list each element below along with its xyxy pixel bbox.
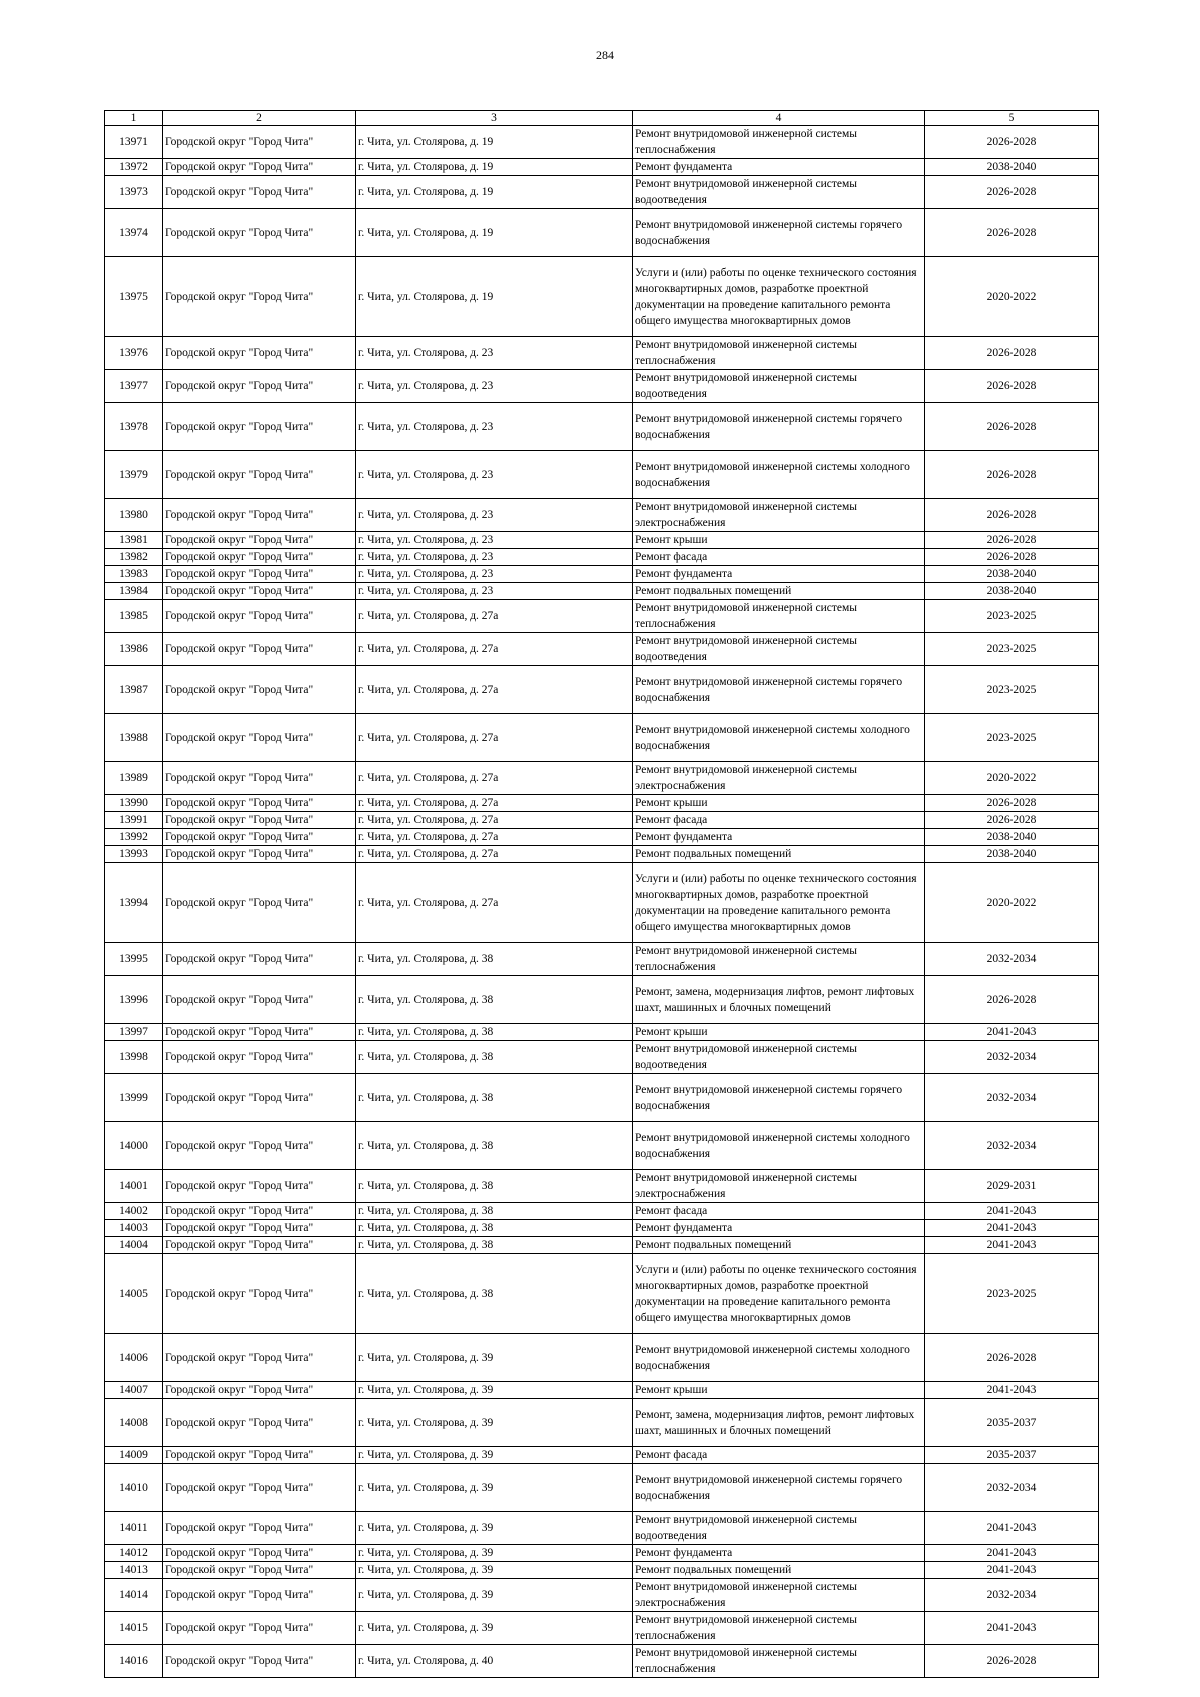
row-number: 13985 (105, 600, 163, 633)
row-number: 14009 (105, 1447, 163, 1464)
row-number: 14003 (105, 1220, 163, 1237)
work-type-cell: Ремонт фасада (633, 1203, 925, 1220)
row-number: 13994 (105, 863, 163, 943)
period-cell: 2038-2040 (925, 583, 1099, 600)
address-cell: г. Чита, ул. Столярова, д. 38 (356, 1122, 633, 1170)
row-number: 13993 (105, 846, 163, 863)
address-cell: г. Чита, ул. Столярова, д. 38 (356, 1254, 633, 1334)
address-cell: г. Чита, ул. Столярова, д. 19 (356, 209, 633, 257)
table-row (105, 1612, 1099, 1645)
work-type-cell: Ремонт внутридомовой инженерной системы холодного водоснабжения (633, 1334, 925, 1382)
address-cell: г. Чита, ул. Столярова, д. 27а (356, 666, 633, 714)
period-cell: 2023-2025 (925, 714, 1099, 762)
municipality-cell: Городской округ "Город Чита" (163, 1645, 356, 1678)
address-cell: г. Чита, ул. Столярова, д. 38 (356, 943, 633, 976)
work-type-cell: Ремонт фасада (633, 812, 925, 829)
municipality-cell: Городской округ "Город Чита" (163, 451, 356, 499)
row-number: 13981 (105, 532, 163, 549)
period-cell: 2041-2043 (925, 1545, 1099, 1562)
municipality-cell: Городской округ "Город Чита" (163, 337, 356, 370)
row-number: 14014 (105, 1579, 163, 1612)
period-cell: 2026-2028 (925, 209, 1099, 257)
table-row (105, 846, 1099, 863)
work-type-cell: Ремонт подвальных помещений (633, 846, 925, 863)
table-row (105, 1545, 1099, 1562)
address-cell: г. Чита, ул. Столярова, д. 39 (356, 1579, 633, 1612)
period-cell: 2026-2028 (925, 532, 1099, 549)
period-cell: 2026-2028 (925, 812, 1099, 829)
address-cell: г. Чита, ул. Столярова, д. 27а (356, 633, 633, 666)
work-type-cell: Ремонт фундамента (633, 1545, 925, 1562)
work-type-cell: Ремонт фундамента (633, 1220, 925, 1237)
period-cell: 2029-2031 (925, 1170, 1099, 1203)
municipality-cell: Городской округ "Город Чита" (163, 499, 356, 532)
repair-schedule-table (104, 110, 1099, 1678)
table-row (105, 1254, 1099, 1334)
table-row (105, 566, 1099, 583)
address-cell: г. Чита, ул. Столярова, д. 23 (356, 370, 633, 403)
table-row (105, 1645, 1099, 1678)
address-cell: г. Чита, ул. Столярова, д. 38 (356, 1041, 633, 1074)
address-cell: г. Чита, ул. Столярова, д. 23 (356, 566, 633, 583)
table-row (105, 812, 1099, 829)
period-cell: 2041-2043 (925, 1382, 1099, 1399)
table-row (105, 1334, 1099, 1382)
municipality-cell: Городской округ "Город Чита" (163, 600, 356, 633)
row-number: 13999 (105, 1074, 163, 1122)
table-row (105, 549, 1099, 566)
period-cell: 2026-2028 (925, 549, 1099, 566)
row-number: 14012 (105, 1545, 163, 1562)
table-row (105, 370, 1099, 403)
period-cell: 2041-2043 (925, 1024, 1099, 1041)
row-number: 13973 (105, 176, 163, 209)
column-header: 4 (633, 111, 925, 126)
row-number: 13988 (105, 714, 163, 762)
municipality-cell: Городской округ "Город Чита" (163, 846, 356, 863)
table-row (105, 583, 1099, 600)
header-row (105, 111, 1099, 126)
address-cell: г. Чита, ул. Столярова, д. 19 (356, 257, 633, 337)
table-row (105, 1024, 1099, 1041)
work-type-cell: Ремонт внутридомовой инженерной системы холодного водоснабжения (633, 1122, 925, 1170)
work-type-cell: Ремонт внутридомовой инженерной системы теплоснабжения (633, 126, 925, 159)
table-row (105, 666, 1099, 714)
work-type-cell: Ремонт внутридомовой инженерной системы водоотведения (633, 1512, 925, 1545)
row-number: 13996 (105, 976, 163, 1024)
municipality-cell: Городской округ "Город Чита" (163, 1237, 356, 1254)
row-number: 13972 (105, 159, 163, 176)
row-number: 14006 (105, 1334, 163, 1382)
work-type-cell: Ремонт внутридомовой инженерной системы электроснабжения (633, 1579, 925, 1612)
row-number: 13989 (105, 762, 163, 795)
period-cell: 2026-2028 (925, 337, 1099, 370)
address-cell: г. Чита, ул. Столярова, д. 27а (356, 846, 633, 863)
period-cell: 2026-2028 (925, 126, 1099, 159)
period-cell: 2041-2043 (925, 1612, 1099, 1645)
address-cell: г. Чита, ул. Столярова, д. 27а (356, 714, 633, 762)
work-type-cell: Ремонт, замена, модернизация лифтов, ремонт лифтовых шахт, машинных и блочных помещений (633, 976, 925, 1024)
row-number: 13995 (105, 943, 163, 976)
column-header: 2 (163, 111, 356, 126)
table-row (105, 1220, 1099, 1237)
table-row (105, 159, 1099, 176)
work-type-cell: Ремонт фундамента (633, 159, 925, 176)
address-cell: г. Чита, ул. Столярова, д. 19 (356, 126, 633, 159)
work-type-cell: Ремонт внутридомовой инженерной системы холодного водоснабжения (633, 714, 925, 762)
work-type-cell: Ремонт подвальных помещений (633, 1562, 925, 1579)
address-cell: г. Чита, ул. Столярова, д. 39 (356, 1382, 633, 1399)
period-cell: 2023-2025 (925, 600, 1099, 633)
table-row (105, 1579, 1099, 1612)
municipality-cell: Городской округ "Город Чита" (163, 633, 356, 666)
period-cell: 2026-2028 (925, 451, 1099, 499)
municipality-cell: Городской округ "Город Чита" (163, 714, 356, 762)
address-cell: г. Чита, ул. Столярова, д. 38 (356, 1237, 633, 1254)
column-header: 3 (356, 111, 633, 126)
municipality-cell: Городской округ "Город Чита" (163, 1254, 356, 1334)
address-cell: г. Чита, ул. Столярова, д. 23 (356, 499, 633, 532)
table-row (105, 209, 1099, 257)
row-number: 13971 (105, 126, 163, 159)
row-number: 13987 (105, 666, 163, 714)
table-row (105, 1512, 1099, 1545)
row-number: 13980 (105, 499, 163, 532)
row-number: 14010 (105, 1464, 163, 1512)
period-cell: 2026-2028 (925, 1645, 1099, 1678)
work-type-cell: Ремонт крыши (633, 1382, 925, 1399)
address-cell: г. Чита, ул. Столярова, д. 27а (356, 600, 633, 633)
table-row (105, 1464, 1099, 1512)
row-number: 13984 (105, 583, 163, 600)
table-row (105, 337, 1099, 370)
municipality-cell: Городской округ "Город Чита" (163, 549, 356, 566)
municipality-cell: Городской округ "Город Чита" (163, 1512, 356, 1545)
municipality-cell: Городской округ "Город Чита" (163, 159, 356, 176)
address-cell: г. Чита, ул. Столярова, д. 39 (356, 1562, 633, 1579)
municipality-cell: Городской округ "Город Чита" (163, 1122, 356, 1170)
table-row (105, 1074, 1099, 1122)
municipality-cell: Городской округ "Город Чита" (163, 583, 356, 600)
period-cell: 2038-2040 (925, 566, 1099, 583)
municipality-cell: Городской округ "Город Чита" (163, 666, 356, 714)
municipality-cell: Городской округ "Город Чита" (163, 1464, 356, 1512)
work-type-cell: Ремонт внутридомовой инженерной системы холодного водоснабжения (633, 451, 925, 499)
work-type-cell: Ремонт подвальных помещений (633, 583, 925, 600)
work-type-cell: Ремонт внутридомовой инженерной системы теплоснабжения (633, 1612, 925, 1645)
period-cell: 2038-2040 (925, 846, 1099, 863)
work-type-cell: Услуги и (или) работы по оценке технического состояния многоквартирных домов, разработке проектной документации на проведение капитального ремонта общего имущества многоквартирных домов (633, 863, 925, 943)
table-row (105, 829, 1099, 846)
municipality-cell: Городской округ "Город Чита" (163, 812, 356, 829)
period-cell: 2041-2043 (925, 1220, 1099, 1237)
row-number: 13974 (105, 209, 163, 257)
table-row (105, 126, 1099, 159)
period-cell: 2026-2028 (925, 370, 1099, 403)
table-row (105, 257, 1099, 337)
table-row (105, 1562, 1099, 1579)
period-cell: 2032-2034 (925, 1041, 1099, 1074)
work-type-cell: Ремонт внутридомовой инженерной системы теплоснабжения (633, 943, 925, 976)
address-cell: г. Чита, ул. Столярова, д. 27а (356, 812, 633, 829)
table-row (105, 1382, 1099, 1399)
municipality-cell: Городской округ "Город Чита" (163, 863, 356, 943)
address-cell: г. Чита, ул. Столярова, д. 27а (356, 829, 633, 846)
table-row (105, 176, 1099, 209)
municipality-cell: Городской округ "Город Чита" (163, 209, 356, 257)
address-cell: г. Чита, ул. Столярова, д. 39 (356, 1447, 633, 1464)
page-number: 284 (596, 48, 614, 62)
work-type-cell: Ремонт крыши (633, 1024, 925, 1041)
address-cell: г. Чита, ул. Столярова, д. 19 (356, 159, 633, 176)
period-cell: 2035-2037 (925, 1399, 1099, 1447)
period-cell: 2023-2025 (925, 666, 1099, 714)
table-row (105, 714, 1099, 762)
municipality-cell: Городской округ "Город Чита" (163, 1334, 356, 1382)
table-row (105, 1041, 1099, 1074)
municipality-cell: Городской округ "Город Чита" (163, 1447, 356, 1464)
table-row (105, 762, 1099, 795)
work-type-cell: Ремонт внутридомовой инженерной системы электроснабжения (633, 1170, 925, 1203)
municipality-cell: Городской округ "Город Чита" (163, 126, 356, 159)
row-number: 14004 (105, 1237, 163, 1254)
period-cell: 2026-2028 (925, 403, 1099, 451)
municipality-cell: Городской округ "Город Чита" (163, 1170, 356, 1203)
work-type-cell: Ремонт внутридомовой инженерной системы горячего водоснабжения (633, 209, 925, 257)
row-number: 13977 (105, 370, 163, 403)
municipality-cell: Городской округ "Город Чита" (163, 176, 356, 209)
address-cell: г. Чита, ул. Столярова, д. 38 (356, 1203, 633, 1220)
work-type-cell: Ремонт подвальных помещений (633, 1237, 925, 1254)
work-type-cell: Ремонт внутридомовой инженерной системы горячего водоснабжения (633, 403, 925, 451)
address-cell: г. Чита, ул. Столярова, д. 38 (356, 1024, 633, 1041)
address-cell: г. Чита, ул. Столярова, д. 39 (356, 1612, 633, 1645)
municipality-cell: Городской округ "Город Чита" (163, 403, 356, 451)
period-cell: 2038-2040 (925, 159, 1099, 176)
work-type-cell: Ремонт внутридомовой инженерной системы теплоснабжения (633, 600, 925, 633)
work-type-cell: Ремонт внутридомовой инженерной системы горячего водоснабжения (633, 1464, 925, 1512)
period-cell: 2032-2034 (925, 1122, 1099, 1170)
table-row (105, 499, 1099, 532)
period-cell: 2020-2022 (925, 863, 1099, 943)
table-row (105, 943, 1099, 976)
address-cell: г. Чита, ул. Столярова, д. 23 (356, 583, 633, 600)
column-header: 5 (925, 111, 1099, 126)
row-number: 14000 (105, 1122, 163, 1170)
municipality-cell: Городской округ "Город Чита" (163, 1612, 356, 1645)
table-row (105, 633, 1099, 666)
work-type-cell: Ремонт внутридомовой инженерной системы водоотведения (633, 370, 925, 403)
address-cell: г. Чита, ул. Столярова, д. 39 (356, 1334, 633, 1382)
address-cell: г. Чита, ул. Столярова, д. 38 (356, 1074, 633, 1122)
period-cell: 2032-2034 (925, 1579, 1099, 1612)
row-number: 13997 (105, 1024, 163, 1041)
municipality-cell: Городской округ "Город Чита" (163, 829, 356, 846)
work-type-cell: Ремонт внутридомовой инженерной системы электроснабжения (633, 762, 925, 795)
municipality-cell: Городской округ "Город Чита" (163, 532, 356, 549)
row-number: 14001 (105, 1170, 163, 1203)
work-type-cell: Ремонт фундамента (633, 566, 925, 583)
period-cell: 2032-2034 (925, 943, 1099, 976)
address-cell: г. Чита, ул. Столярова, д. 39 (356, 1464, 633, 1512)
table-row (105, 1122, 1099, 1170)
row-number: 13991 (105, 812, 163, 829)
address-cell: г. Чита, ул. Столярова, д. 19 (356, 176, 633, 209)
address-cell: г. Чита, ул. Столярова, д. 23 (356, 549, 633, 566)
address-cell: г. Чита, ул. Столярова, д. 23 (356, 337, 633, 370)
row-number: 14015 (105, 1612, 163, 1645)
address-cell: г. Чита, ул. Столярова, д. 39 (356, 1512, 633, 1545)
municipality-cell: Городской округ "Город Чита" (163, 1203, 356, 1220)
row-number: 13986 (105, 633, 163, 666)
work-type-cell: Ремонт внутридомовой инженерной системы водоотведения (633, 176, 925, 209)
work-type-cell: Ремонт внутридомовой инженерной системы теплоснабжения (633, 337, 925, 370)
work-type-cell: Услуги и (или) работы по оценке технического состояния многоквартирных домов, разработке проектной документации на проведение капитального ремонта общего имущества многоквартирных домов (633, 1254, 925, 1334)
municipality-cell: Городской округ "Город Чита" (163, 1220, 356, 1237)
period-cell: 2041-2043 (925, 1237, 1099, 1254)
period-cell: 2023-2025 (925, 633, 1099, 666)
row-number: 14016 (105, 1645, 163, 1678)
column-header: 1 (105, 111, 163, 126)
address-cell: г. Чита, ул. Столярова, д. 38 (356, 1220, 633, 1237)
work-type-cell: Ремонт внутридомовой инженерной системы горячего водоснабжения (633, 1074, 925, 1122)
row-number: 13979 (105, 451, 163, 499)
work-type-cell: Ремонт внутридомовой инженерной системы электроснабжения (633, 499, 925, 532)
period-cell: 2020-2022 (925, 257, 1099, 337)
municipality-cell: Городской округ "Город Чита" (163, 257, 356, 337)
work-type-cell: Ремонт крыши (633, 532, 925, 549)
period-cell: 2026-2028 (925, 176, 1099, 209)
table-row (105, 1237, 1099, 1254)
period-cell: 2020-2022 (925, 762, 1099, 795)
period-cell: 2026-2028 (925, 976, 1099, 1024)
table-row (105, 976, 1099, 1024)
period-cell: 2035-2037 (925, 1447, 1099, 1464)
work-type-cell: Ремонт фасада (633, 1447, 925, 1464)
period-cell: 2026-2028 (925, 1334, 1099, 1382)
municipality-cell: Городской округ "Город Чита" (163, 795, 356, 812)
table-row (105, 1399, 1099, 1447)
municipality-cell: Городской округ "Город Чита" (163, 1382, 356, 1399)
municipality-cell: Городской округ "Город Чита" (163, 370, 356, 403)
address-cell: г. Чита, ул. Столярова, д. 39 (356, 1399, 633, 1447)
municipality-cell: Городской округ "Город Чита" (163, 1074, 356, 1122)
municipality-cell: Городской округ "Город Чита" (163, 1041, 356, 1074)
table-row (105, 863, 1099, 943)
table-row (105, 451, 1099, 499)
row-number: 13998 (105, 1041, 163, 1074)
address-cell: г. Чита, ул. Столярова, д. 27а (356, 795, 633, 812)
row-number: 14002 (105, 1203, 163, 1220)
table-row (105, 532, 1099, 549)
period-cell: 2041-2043 (925, 1512, 1099, 1545)
row-number: 13975 (105, 257, 163, 337)
address-cell: г. Чита, ул. Столярова, д. 23 (356, 403, 633, 451)
work-type-cell: Ремонт внутридомовой инженерной системы водоотведения (633, 1041, 925, 1074)
work-type-cell: Ремонт внутридомовой инженерной системы теплоснабжения (633, 1645, 925, 1678)
row-number: 13976 (105, 337, 163, 370)
municipality-cell: Городской округ "Город Чита" (163, 762, 356, 795)
address-cell: г. Чита, ул. Столярова, д. 38 (356, 976, 633, 1024)
row-number: 14013 (105, 1562, 163, 1579)
table-row (105, 1170, 1099, 1203)
municipality-cell: Городской округ "Город Чита" (163, 1579, 356, 1612)
table-row (105, 403, 1099, 451)
work-type-cell: Ремонт внутридомовой инженерной системы водоотведения (633, 633, 925, 666)
municipality-cell: Городской округ "Город Чита" (163, 1399, 356, 1447)
address-cell: г. Чита, ул. Столярова, д. 40 (356, 1645, 633, 1678)
work-type-cell: Ремонт крыши (633, 795, 925, 812)
municipality-cell: Городской округ "Город Чита" (163, 1545, 356, 1562)
row-number: 13983 (105, 566, 163, 583)
address-cell: г. Чита, ул. Столярова, д. 23 (356, 532, 633, 549)
municipality-cell: Городской округ "Город Чита" (163, 1562, 356, 1579)
period-cell: 2038-2040 (925, 829, 1099, 846)
address-cell: г. Чита, ул. Столярова, д. 27а (356, 863, 633, 943)
row-number: 14005 (105, 1254, 163, 1334)
work-type-cell: Ремонт фасада (633, 549, 925, 566)
period-cell: 2032-2034 (925, 1464, 1099, 1512)
period-cell: 2026-2028 (925, 795, 1099, 812)
period-cell: 2041-2043 (925, 1203, 1099, 1220)
row-number: 13990 (105, 795, 163, 812)
address-cell: г. Чита, ул. Столярова, д. 27а (356, 762, 633, 795)
address-cell: г. Чита, ул. Столярова, д. 23 (356, 451, 633, 499)
municipality-cell: Городской округ "Город Чита" (163, 943, 356, 976)
municipality-cell: Городской округ "Город Чита" (163, 976, 356, 1024)
address-cell: г. Чита, ул. Столярова, д. 39 (356, 1545, 633, 1562)
address-cell: г. Чита, ул. Столярова, д. 38 (356, 1170, 633, 1203)
row-number: 13992 (105, 829, 163, 846)
period-cell: 2023-2025 (925, 1254, 1099, 1334)
municipality-cell: Городской округ "Город Чита" (163, 1024, 356, 1041)
work-type-cell: Услуги и (или) работы по оценке технического состояния многоквартирных домов, разработке проектной документации на проведение капитального ремонта общего имущества многоквартирных домов (633, 257, 925, 337)
table-row (105, 795, 1099, 812)
table-row (105, 1447, 1099, 1464)
table-row (105, 1203, 1099, 1220)
row-number: 14007 (105, 1382, 163, 1399)
row-number: 14011 (105, 1512, 163, 1545)
table-row (105, 600, 1099, 633)
period-cell: 2026-2028 (925, 499, 1099, 532)
period-cell: 2032-2034 (925, 1074, 1099, 1122)
work-type-cell: Ремонт фундамента (633, 829, 925, 846)
row-number: 14008 (105, 1399, 163, 1447)
row-number: 13978 (105, 403, 163, 451)
row-number: 13982 (105, 549, 163, 566)
work-type-cell: Ремонт внутридомовой инженерной системы горячего водоснабжения (633, 666, 925, 714)
period-cell: 2041-2043 (925, 1562, 1099, 1579)
municipality-cell: Городской округ "Город Чита" (163, 566, 356, 583)
work-type-cell: Ремонт, замена, модернизация лифтов, ремонт лифтовых шахт, машинных и блочных помещений (633, 1399, 925, 1447)
